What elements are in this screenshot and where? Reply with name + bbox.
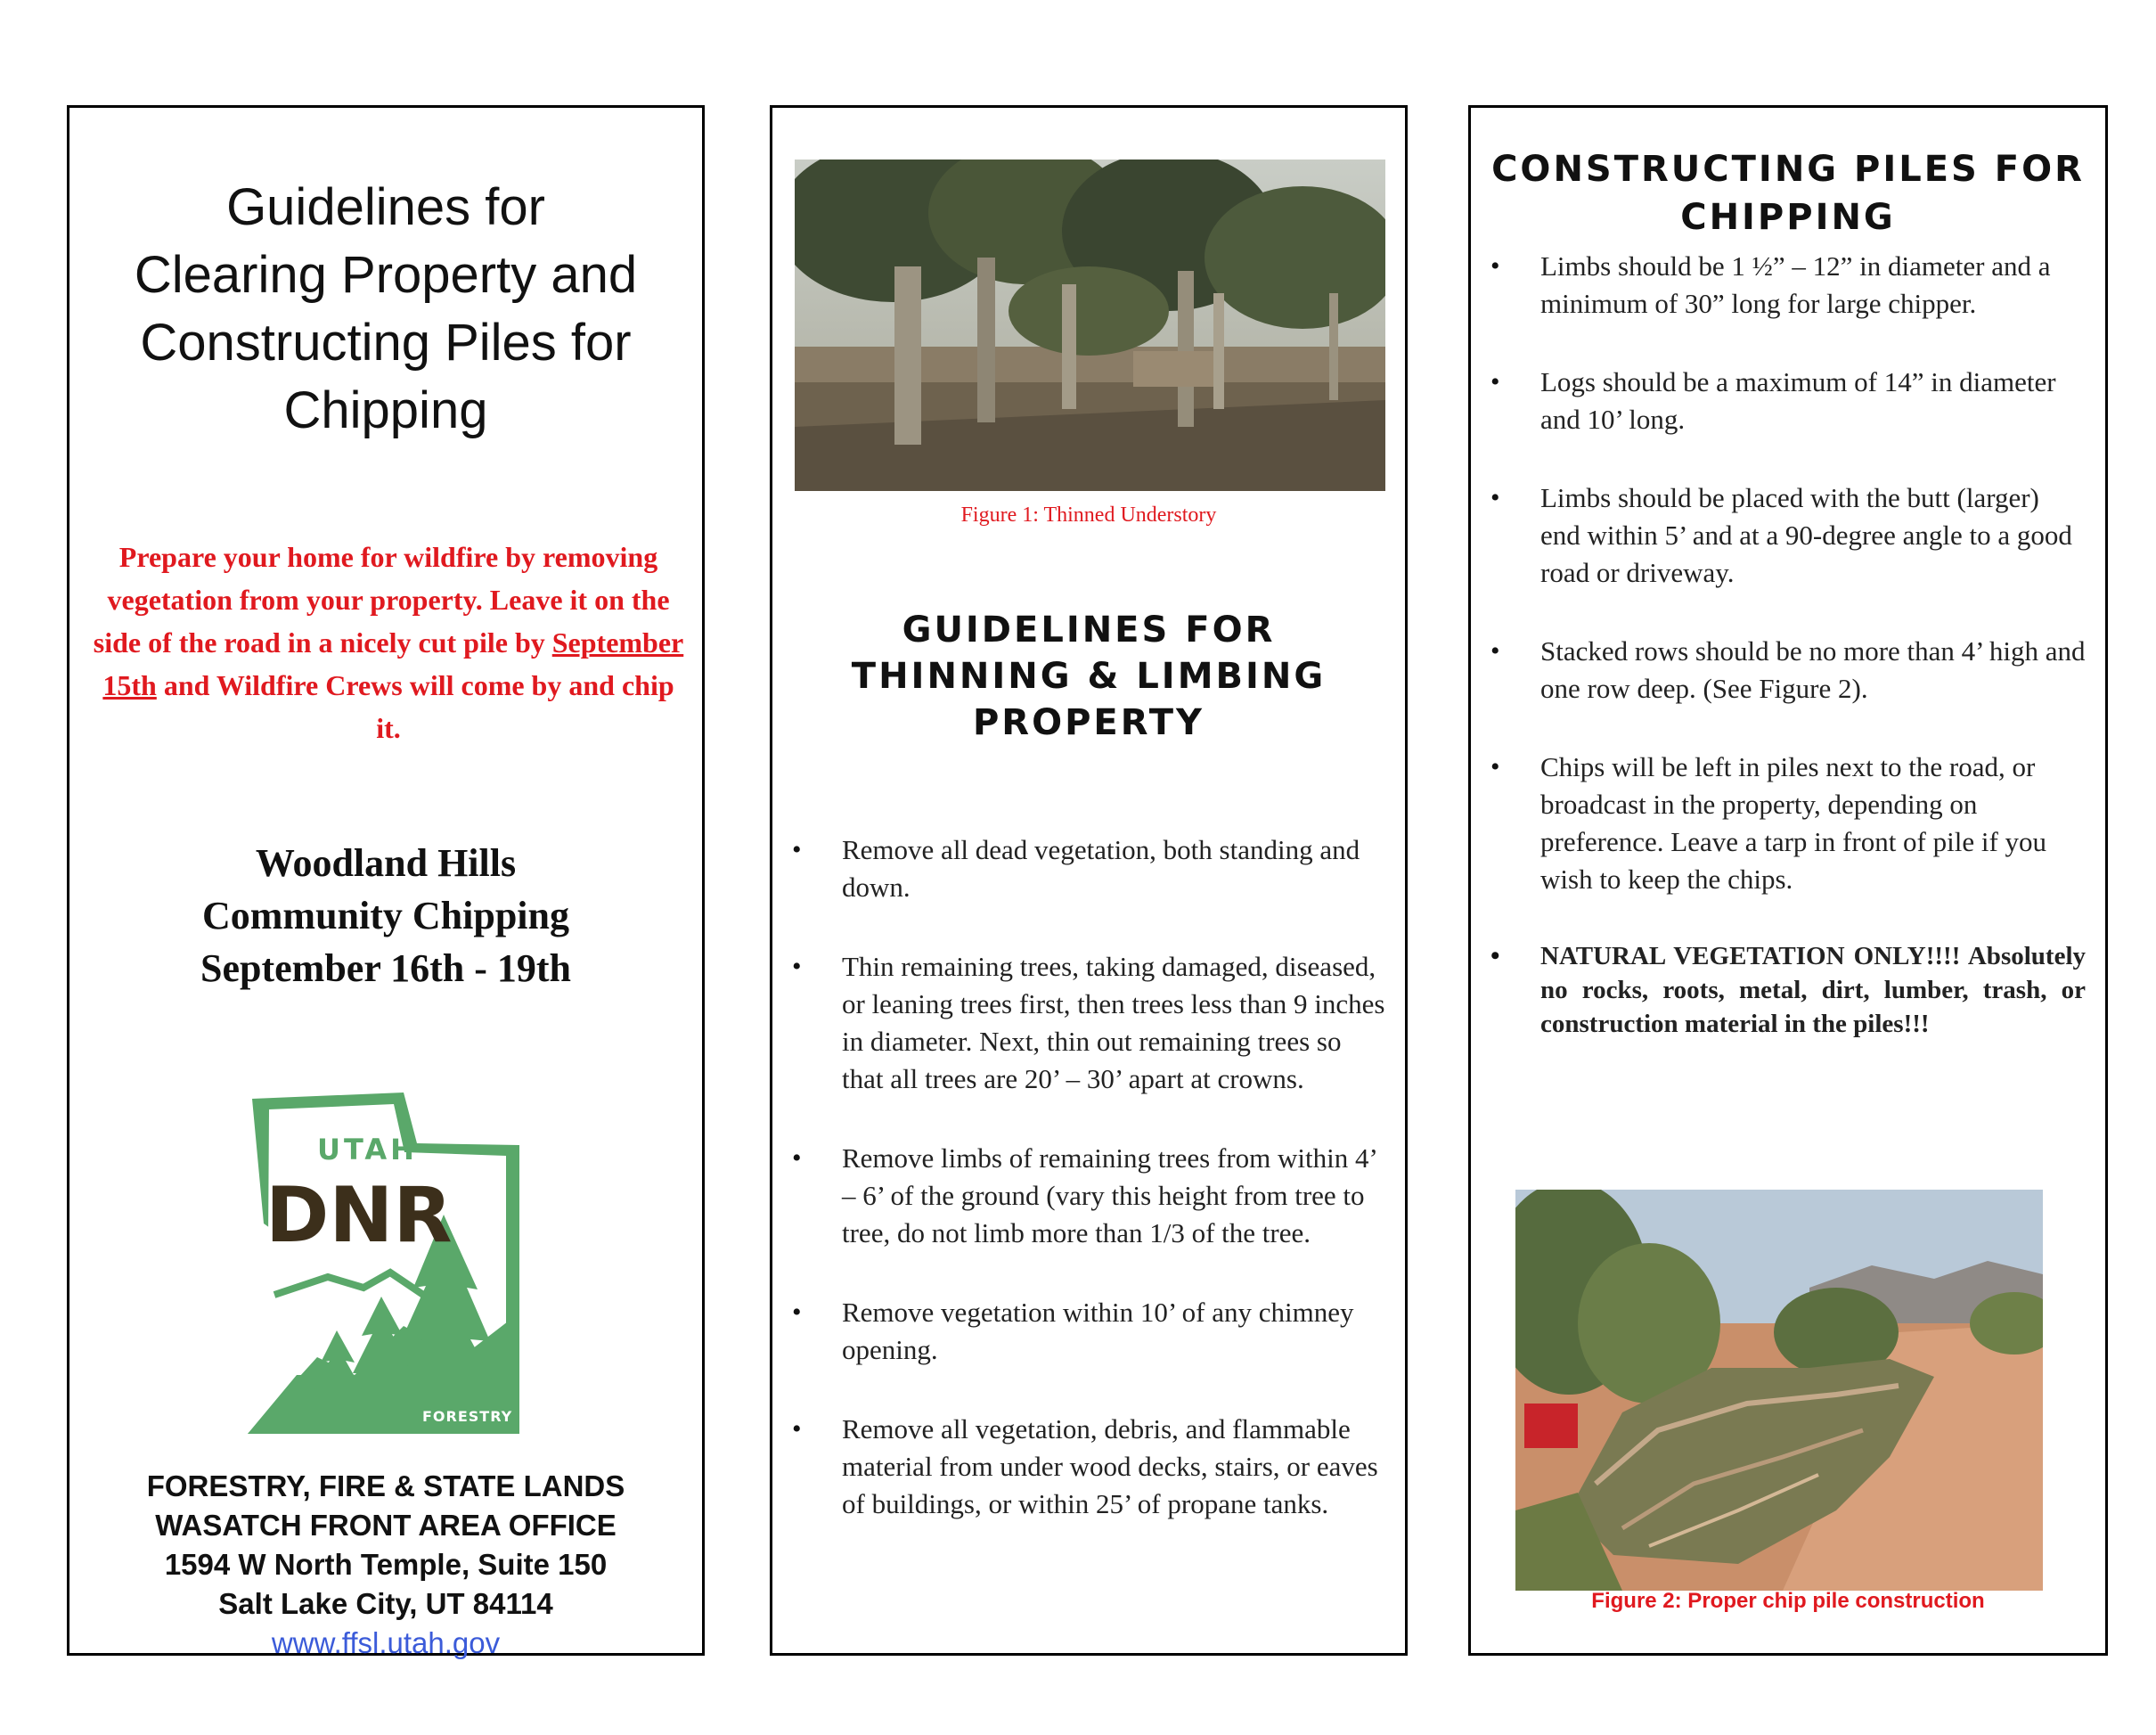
deadline-date: September 15th (102, 626, 684, 701)
list-item: • Remove limbs of remaining trees from within 4’ – 6’ of the ground (vary this height from tree to tree, do not limb more than 1/3 of the tree. (781, 1140, 1387, 1252)
event-info (69, 837, 702, 994)
promo-text-start: Prepare your home for wildfire by removing vegetation from your property. Leave it on the side of the road in a nicely cut pile by (93, 541, 670, 659)
thinned-understory-photo (795, 160, 1385, 491)
office-address (69, 1467, 702, 1663)
brochure-title (69, 174, 702, 445)
title-line: Clearing Property and (134, 246, 638, 304)
thinning-heading (772, 607, 1405, 746)
heading-line: GUIDELINES FOR (902, 610, 1276, 651)
promo-text-end: and Wildfire Crews will come by and chip it. (156, 669, 674, 744)
thinning-panel (770, 105, 1408, 1656)
city-state-zip: Salt Lake City, UT 84114 (218, 1587, 553, 1620)
promo-text (87, 536, 690, 749)
heading-line: CHIPPING (1680, 197, 1896, 238)
list-item: • Stacked rows should be no more than 4’ high and one row deep. (See Figure 2). (1480, 633, 2086, 708)
natural-vegetation-warning: • NATURAL VEGETATION ONLY!!!! Absolutely no rocks, roots, metal, dirt, lumber, trash, or construction material in the piles!!! (1480, 939, 2086, 1041)
website-link[interactable]: www.ffsl.utah.gov (271, 1626, 501, 1659)
chip-pile-photo (1515, 1190, 2043, 1591)
utah-dnr-forestry-logo (248, 1090, 524, 1434)
pile-guidelines-list (1480, 248, 2086, 1082)
heading-line: PROPERTY (972, 702, 1205, 743)
office-name: WASATCH FRONT AREA OFFICE (155, 1509, 617, 1542)
list-item: • Chips will be left in piles next to the road, or broadcast in the property, depending on preference. Leave a tarp in front of pile if you wish to keep the chips. (1480, 749, 2086, 898)
event-location: Woodland Hills (255, 841, 517, 885)
title-line: Chipping (283, 381, 488, 439)
figure-2-caption: Figure 2: Proper chip pile construction (1591, 1589, 1985, 1613)
agency-name: FORESTRY, FIRE & STATE LANDS (146, 1469, 625, 1502)
event-name: Community Chipping (201, 894, 569, 937)
chipping-panel (1468, 105, 2108, 1656)
logo-utah-text: UTAH (317, 1133, 418, 1166)
list-item: • Remove all dead vegetation, both standing and down. (781, 831, 1387, 906)
chipping-heading (1471, 145, 2105, 241)
title-line: Constructing Piles for (140, 314, 632, 372)
cover-panel (67, 105, 705, 1659)
list-item: • Limbs should be placed with the butt (larger) end within 5’ and at a 90-degree angle to a good road or driveway. (1480, 479, 2086, 592)
thinning-guidelines-list (781, 831, 1387, 1565)
heading-line: THINNING & LIMBING (851, 656, 1327, 697)
list-item: • Limbs should be 1 ½” – 12” in diameter and a minimum of 30” long for large chipper. (1480, 248, 2086, 323)
logo-dnr-text: DNR (265, 1171, 453, 1260)
event-dates: September 16th - 19th (200, 946, 571, 990)
list-item: • Remove vegetation within 10’ of any chimney opening. (781, 1294, 1387, 1369)
list-item: • Remove all vegetation, debris, and flammable material from under wood decks, stairs, or eaves of buildings, or within 25’ of propane tanks. (781, 1411, 1387, 1523)
list-item: • Thin remaining trees, taking damaged, diseased, or leaning trees first, then trees less than 9 inches in diameter. Next, thin out remaining trees so that all trees are 20’ – 30’ apart at crowns. (781, 948, 1387, 1098)
title-line: Guidelines for (226, 178, 545, 236)
list-item: • Logs should be a maximum of 14” in diameter and 10’ long. (1480, 364, 2086, 438)
street-address: 1594 W North Temple, Suite 150 (164, 1548, 608, 1581)
heading-line: CONSTRUCTING PILES FOR (1491, 149, 2085, 190)
figure-1-caption: Figure 1: Thinned Understory (960, 503, 1217, 527)
logo-forestry-text: FORESTRY (422, 1408, 513, 1425)
